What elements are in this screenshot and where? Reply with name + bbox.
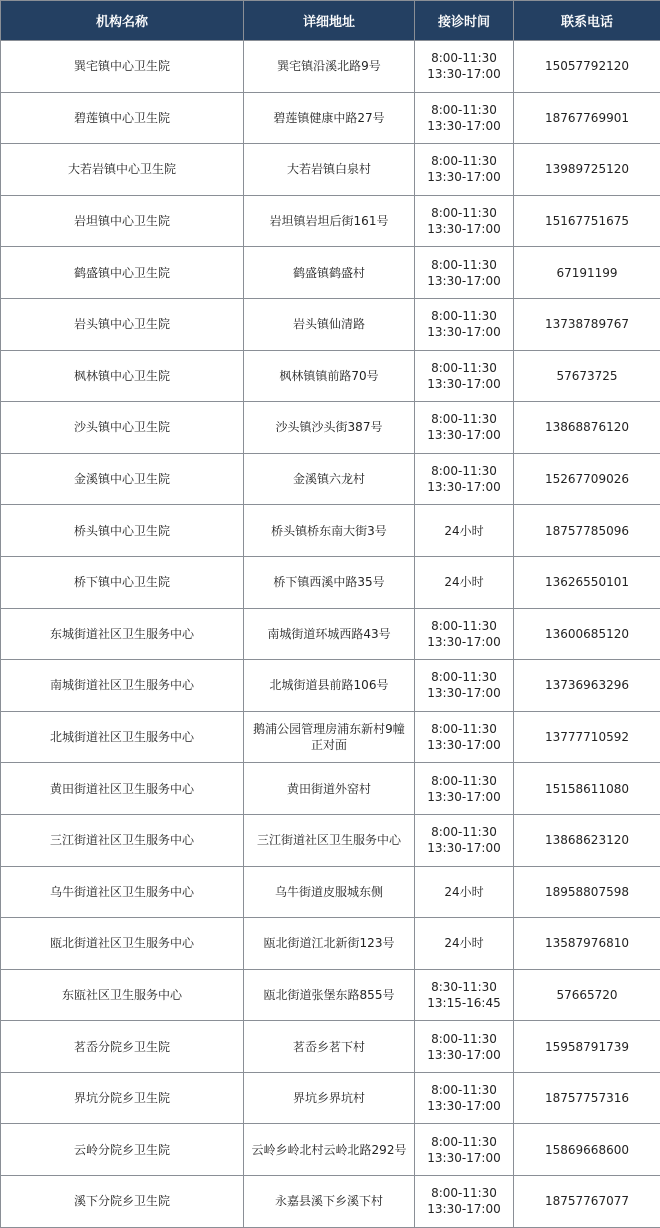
opening-hours: [415, 711, 514, 763]
institution-name: 枫林镇中心卫生院: [1, 350, 244, 402]
hours-line: 8:00-11:30: [421, 618, 507, 634]
opening-hours: [415, 918, 514, 970]
phone-number: 15057792120: [514, 41, 660, 93]
address: 巽宅镇沿溪北路9号: [244, 41, 415, 93]
table-row: [1, 763, 660, 815]
table-row: [1, 608, 660, 660]
institution-name: 黄田街道社区卫生服务中心: [1, 763, 244, 815]
address: 碧莲镇健康中路27号: [244, 92, 415, 144]
phone-number: 13600685120: [514, 608, 660, 660]
institution-name: 沙头镇中心卫生院: [1, 402, 244, 454]
hours-line: 8:00-11:30: [421, 308, 507, 324]
institution-name: 北城街道社区卫生服务中心: [1, 711, 244, 763]
institution-name: 桥头镇中心卫生院: [1, 505, 244, 557]
institution-name: 东城街道社区卫生服务中心: [1, 608, 244, 660]
phone-number: 15958791739: [514, 1021, 660, 1073]
hours-line: 13:30-17:00: [421, 840, 507, 856]
header-hours: 接诊时间: [415, 1, 514, 41]
hours-line: 13:30-17:00: [421, 685, 507, 701]
phone-number: 67191199: [514, 247, 660, 299]
hours-line: 24小时: [421, 574, 507, 590]
opening-hours: [415, 866, 514, 918]
table-header: [1, 1, 660, 41]
phone-number: 13868623120: [514, 814, 660, 866]
phone-number: 57665720: [514, 969, 660, 1021]
table-row: [1, 453, 660, 505]
hours-line: 13:30-17:00: [421, 118, 507, 134]
opening-hours: [415, 195, 514, 247]
institution-name: 大若岩镇中心卫生院: [1, 144, 244, 196]
table-row: [1, 92, 660, 144]
phone-number: 18757767077: [514, 1176, 660, 1228]
opening-hours: [415, 1176, 514, 1228]
phone-number: 13587976810: [514, 918, 660, 970]
address: 三江街道社区卫生服务中心: [244, 814, 415, 866]
hours-line: 8:00-11:30: [421, 773, 507, 789]
phone-number: 18767769901: [514, 92, 660, 144]
table-row: [1, 711, 660, 763]
phone-number: 13989725120: [514, 144, 660, 196]
address: 沙头镇沙头街387号: [244, 402, 415, 454]
hours-line: 13:30-17:00: [421, 66, 507, 82]
opening-hours: [415, 402, 514, 454]
address: 岩头镇仙清路: [244, 298, 415, 350]
hours-line: 8:30-11:30: [421, 979, 507, 995]
address: 黄田街道外窑村: [244, 763, 415, 815]
table-row: [1, 144, 660, 196]
hours-line: 13:30-17:00: [421, 634, 507, 650]
opening-hours: [415, 350, 514, 402]
table-row: [1, 1124, 660, 1176]
opening-hours: [415, 298, 514, 350]
hours-line: 24小时: [421, 884, 507, 900]
table-row: [1, 350, 660, 402]
table-row: [1, 247, 660, 299]
hours-line: 8:00-11:30: [421, 824, 507, 840]
phone-number: 15267709026: [514, 453, 660, 505]
address: 乌牛街道皮服城东侧: [244, 866, 415, 918]
phone-number: 18757785096: [514, 505, 660, 557]
address: 金溪镇六龙村: [244, 453, 415, 505]
phone-number: 18958807598: [514, 866, 660, 918]
hours-line: 8:00-11:30: [421, 1031, 507, 1047]
hours-line: 13:30-17:00: [421, 1150, 507, 1166]
table-row: [1, 41, 660, 93]
phone-number: 15158611080: [514, 763, 660, 815]
table-row: [1, 969, 660, 1021]
hours-line: 8:00-11:30: [421, 1185, 507, 1201]
hours-line: 24小时: [421, 523, 507, 539]
phone-number: 57673725: [514, 350, 660, 402]
address: 界坑乡界坑村: [244, 1072, 415, 1124]
address: 茗岙乡茗下村: [244, 1021, 415, 1073]
table-row: [1, 814, 660, 866]
institution-name: 碧莲镇中心卫生院: [1, 92, 244, 144]
hours-line: 13:30-17:00: [421, 789, 507, 805]
opening-hours: [415, 247, 514, 299]
table-row: [1, 505, 660, 557]
table-row: [1, 918, 660, 970]
opening-hours: [415, 144, 514, 196]
institution-name: 鹤盛镇中心卫生院: [1, 247, 244, 299]
header-address: 详细地址: [244, 1, 415, 41]
address: 桥头镇桥东南大街3号: [244, 505, 415, 557]
institution-name: 茗岙分院乡卫生院: [1, 1021, 244, 1073]
table-row: [1, 1072, 660, 1124]
table-row: [1, 195, 660, 247]
opening-hours: [415, 969, 514, 1021]
table-row: [1, 1021, 660, 1073]
address: 枫林镇镇前路70号: [244, 350, 415, 402]
hours-line: 8:00-11:30: [421, 721, 507, 737]
header-phone: 联系电话: [514, 1, 660, 41]
institution-name: 岩头镇中心卫生院: [1, 298, 244, 350]
opening-hours: [415, 1124, 514, 1176]
institution-name: 岩坦镇中心卫生院: [1, 195, 244, 247]
table-row: [1, 866, 660, 918]
phone-number: 15167751675: [514, 195, 660, 247]
address: 永嘉县溪下乡溪下村: [244, 1176, 415, 1228]
hours-line: 8:00-11:30: [421, 1134, 507, 1150]
hours-line: 8:00-11:30: [421, 669, 507, 685]
table-row: [1, 1176, 660, 1228]
hours-line: 13:30-17:00: [421, 479, 507, 495]
hours-line: 13:30-17:00: [421, 737, 507, 753]
address: 桥下镇西溪中路35号: [244, 556, 415, 608]
opening-hours: [415, 505, 514, 557]
hours-line: 8:00-11:30: [421, 102, 507, 118]
address: 瓯北街道江北新街123号: [244, 918, 415, 970]
address: 瓯北街道张堡东路855号: [244, 969, 415, 1021]
opening-hours: [415, 92, 514, 144]
institution-name: 溪下分院乡卫生院: [1, 1176, 244, 1228]
opening-hours: [415, 453, 514, 505]
institution-name: 南城街道社区卫生服务中心: [1, 660, 244, 712]
address: 南城街道环城西路43号: [244, 608, 415, 660]
hours-line: 13:15-16:45: [421, 995, 507, 1011]
hours-line: 13:30-17:00: [421, 1098, 507, 1114]
hours-line: 13:30-17:00: [421, 324, 507, 340]
phone-number: 13626550101: [514, 556, 660, 608]
institution-name: 云岭分院乡卫生院: [1, 1124, 244, 1176]
phone-number: 18757757316: [514, 1072, 660, 1124]
hours-line: 13:30-17:00: [421, 1201, 507, 1217]
phone-number: 13868876120: [514, 402, 660, 454]
table-row: [1, 556, 660, 608]
opening-hours: [415, 1072, 514, 1124]
hours-line: 8:00-11:30: [421, 1082, 507, 1098]
hours-line: 8:00-11:30: [421, 360, 507, 376]
table-row: [1, 660, 660, 712]
hours-line: 13:30-17:00: [421, 376, 507, 392]
header-row: [1, 1, 660, 41]
phone-number: 13738789767: [514, 298, 660, 350]
hours-line: 13:30-17:00: [421, 273, 507, 289]
phone-number: 13777710592: [514, 711, 660, 763]
institution-name: 界坑分院乡卫生院: [1, 1072, 244, 1124]
opening-hours: [415, 41, 514, 93]
table-body: [1, 41, 660, 1228]
header-institution-name: 机构名称: [1, 1, 244, 41]
opening-hours: [415, 608, 514, 660]
institution-name: 东瓯社区卫生服务中心: [1, 969, 244, 1021]
institution-name: 桥下镇中心卫生院: [1, 556, 244, 608]
hours-line: 13:30-17:00: [421, 427, 507, 443]
institution-name: 乌牛街道社区卫生服务中心: [1, 866, 244, 918]
institution-name: 瓯北街道社区卫生服务中心: [1, 918, 244, 970]
hours-line: 8:00-11:30: [421, 411, 507, 427]
address: 鹅浦公园管理房浦东新村9幢正对面: [244, 711, 415, 763]
hours-line: 13:30-17:00: [421, 169, 507, 185]
hours-line: 13:30-17:00: [421, 1047, 507, 1063]
hours-line: 8:00-11:30: [421, 153, 507, 169]
phone-number: 13736963296: [514, 660, 660, 712]
institution-name: 巽宅镇中心卫生院: [1, 41, 244, 93]
hours-line: 8:00-11:30: [421, 257, 507, 273]
hours-line: 8:00-11:30: [421, 50, 507, 66]
institution-name: 金溪镇中心卫生院: [1, 453, 244, 505]
opening-hours: [415, 660, 514, 712]
opening-hours: [415, 556, 514, 608]
table-row: [1, 402, 660, 454]
hours-line: 13:30-17:00: [421, 221, 507, 237]
opening-hours: [415, 814, 514, 866]
address: 鹤盛镇鹤盛村: [244, 247, 415, 299]
phone-number: 15869668600: [514, 1124, 660, 1176]
address: 云岭乡岭北村云岭北路292号: [244, 1124, 415, 1176]
hours-line: 8:00-11:30: [421, 463, 507, 479]
address: 大若岩镇白泉村: [244, 144, 415, 196]
hours-line: 24小时: [421, 935, 507, 951]
address: 岩坦镇岩坦后街161号: [244, 195, 415, 247]
address: 北城街道县前路106号: [244, 660, 415, 712]
institution-name: 三江街道社区卫生服务中心: [1, 814, 244, 866]
opening-hours: [415, 1021, 514, 1073]
table-row: [1, 298, 660, 350]
opening-hours: [415, 763, 514, 815]
hours-line: 8:00-11:30: [421, 205, 507, 221]
